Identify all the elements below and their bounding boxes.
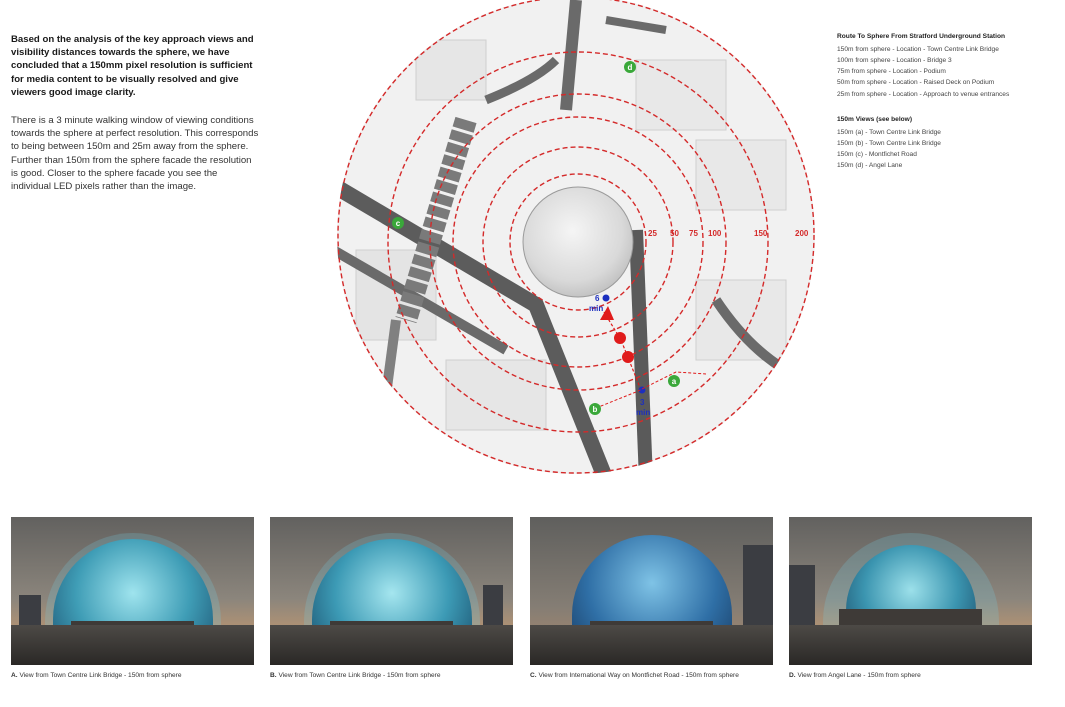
map-graphic xyxy=(336,0,816,480)
time-label-6: 6 xyxy=(595,294,600,303)
view-marker-a-label: a xyxy=(671,377,677,386)
caption-b: B. View from Town Centre Link Bridge - 150m from sphere xyxy=(270,672,441,679)
render-image-a xyxy=(11,517,254,665)
view-item: 150m (c) - Montfichet Road xyxy=(837,151,917,159)
site-plan-map xyxy=(336,0,816,480)
views-title: 150m Views (see below) xyxy=(837,115,913,123)
view-item: 150m (d) - Angel Lane xyxy=(837,162,903,170)
time-label-3-unit: min xyxy=(636,408,651,417)
route-item: 50m from sphere - Location - Raised Deck on Podium xyxy=(837,79,995,87)
view-thumbnail-d xyxy=(789,517,1032,679)
render-image-b xyxy=(270,517,513,665)
map-base xyxy=(336,0,816,480)
ring-label-150: 150 xyxy=(754,229,768,238)
ring-label-200: 200 xyxy=(795,229,809,238)
view-marker-b-label: b xyxy=(592,405,598,414)
route-item: 100m from sphere - Location - Bridge 3 xyxy=(837,57,952,65)
time-label-6-unit: min xyxy=(589,304,604,313)
ring-label-75: 75 xyxy=(689,229,698,238)
view-marker-d-label: d xyxy=(627,63,633,72)
ring-label-50: 50 xyxy=(670,229,679,238)
caption-d: D. View from Angel Lane - 150m from sphere xyxy=(789,672,921,679)
route-point-marker xyxy=(622,351,634,363)
view-marker-c-label: c xyxy=(395,219,401,228)
view-thumbnail-a xyxy=(11,517,254,679)
render-image-d xyxy=(789,517,1032,665)
route-item: 75m from sphere - Location - Podium xyxy=(837,68,946,76)
intro-body: There is a 3 minute walking window of viewing conditions towards the sphere at perfect resolution. This corresponds to being between 150m and 25m away from the sphere. Further than 150m from the sphere facade the resolution is good. Closer to the sphere facade you see the individual LED pixels rather than the image. xyxy=(11,115,259,193)
route-item: 150m from sphere - Location - Town Centre Link Bridge xyxy=(837,46,999,54)
render-image-c xyxy=(530,517,773,665)
caption-a: A. View from Town Centre Link Bridge - 150m from sphere xyxy=(11,672,182,679)
caption-c: C. View from International Way on Montfichet Road - 150m from sphere xyxy=(530,672,739,679)
view-item: 150m (a) - Town Centre Link Bridge xyxy=(837,128,941,136)
intro-lead: Based on the analysis of the key approach views and visibility distances towards the sphere, we have concluded that a 150mm pixel resolution is sufficient for media content to be visually resolved and give viewers good image clarity. xyxy=(11,34,254,98)
route-title: Route To Sphere From Stratford Underground Station xyxy=(837,33,1006,40)
ring-label-25: 25 xyxy=(648,229,657,238)
route-point-marker xyxy=(614,332,626,344)
view-item: 150m (b) - Town Centre Link Bridge xyxy=(837,139,941,147)
route-legend xyxy=(837,33,1037,173)
intro-text xyxy=(11,33,259,193)
view-thumbnail-c xyxy=(530,517,773,679)
time-label-3: 3 xyxy=(640,398,645,407)
time-point-6min xyxy=(603,295,610,302)
ring-label-100: 100 xyxy=(708,229,722,238)
view-thumbnail-b xyxy=(270,517,513,679)
route-item: 25m from sphere - Location - Approach to venue entrances xyxy=(837,90,1010,98)
